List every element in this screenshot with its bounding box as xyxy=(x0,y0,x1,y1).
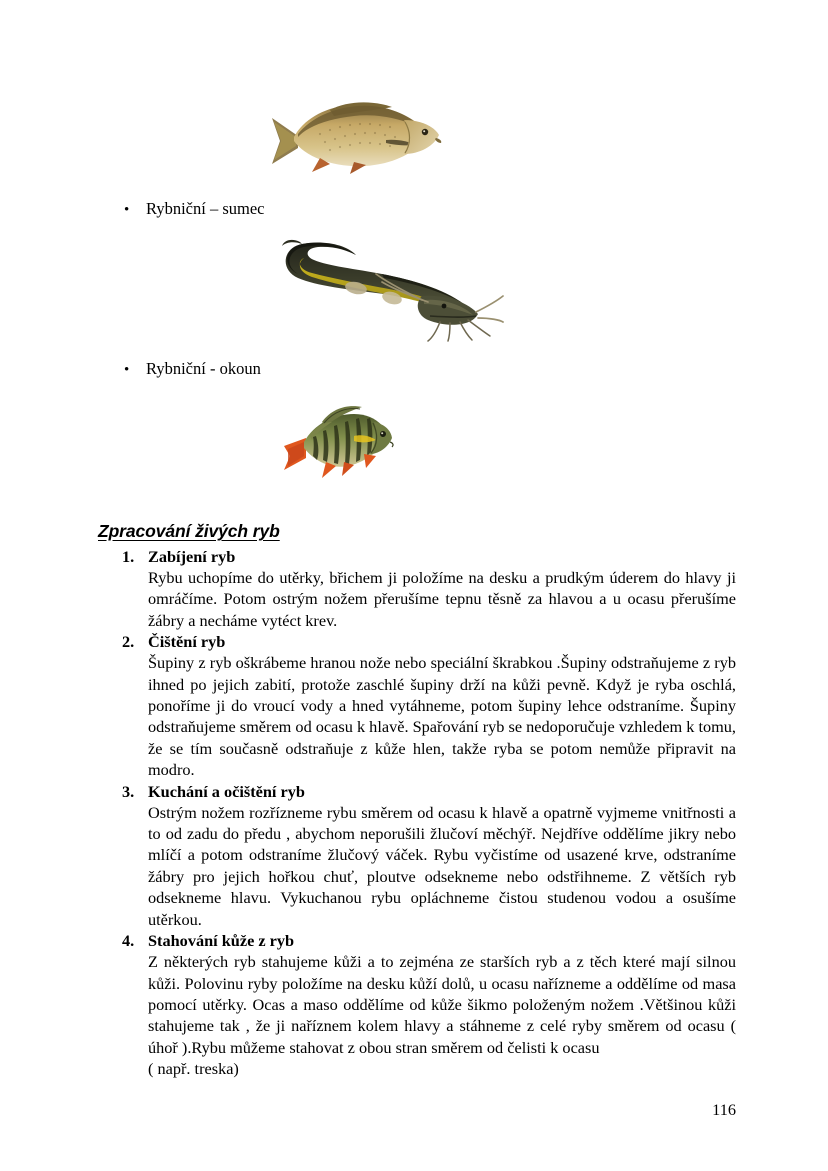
item-number: 3. xyxy=(122,781,135,801)
item-title: Čištění ryb xyxy=(148,632,226,652)
list-item-kuchani-ocisteni-ryb xyxy=(122,781,736,930)
item-heading xyxy=(122,930,736,951)
item-heading xyxy=(122,546,736,567)
numbered-list xyxy=(122,546,736,1080)
page-number: 116 xyxy=(712,1100,736,1119)
item-body: Ostrým nožem rozřízneme rybu směrem od ocasu k hlavě a opatrně vyjmeme vnitřnosti a to od zadu do předu , abychom neporušili žlučoví měchýř. Nejdříve oddělíme jikry nebo mlíčí a potom odstraníme žlučový váček. Rybu vyčistíme od usazené krve, odstraníme žábry pro jejich hořkou chuť, ploutve odsekneme nebo odstřihneme. Z větších ryb odsekneme hlavu. Vykuchanou rybu opláchneme čistou studenou vodou a osušíme utěrkou. xyxy=(148,802,736,929)
list-item-sumec xyxy=(124,199,265,220)
list-item-stahovani-kuze-z-ryb xyxy=(122,930,736,1079)
list-item-cisteni-ryb xyxy=(122,631,736,780)
item-body: Šupiny z ryb oškrábeme hranou nože nebo speciální škrabkou .Šupiny odstraňujeme z ryb ihned po jejich zabití, protože zaschlé šupiny drží na kůži pevně. Když je ryba oschlá, ponoříme ji do vroucí vody a hned vytáhneme, potom šupiny lehce odstraníme. Šupiny odstraňujeme směrem od ocasu k hlavě. Spařování ryb se nedoporučuje vzhledem k tomu, že se tím současně odstraňuje z kůže hlen, takže ryba se potom nemůže připravit na modro. xyxy=(148,653,736,780)
section-heading: Zpracování živých ryb xyxy=(98,521,280,541)
list-item-label: Rybniční - okoun xyxy=(146,359,261,378)
item-heading xyxy=(122,781,736,802)
catfish-photo xyxy=(272,222,504,342)
list-item-label: Rybniční – sumec xyxy=(146,199,265,218)
list-item-okoun xyxy=(124,359,261,380)
item-number: 2. xyxy=(122,632,135,652)
item-title: Kuchání a očištění ryb xyxy=(148,781,305,801)
perch-photo xyxy=(282,396,394,484)
item-title: Stahování kůže z ryb xyxy=(148,931,295,951)
bullet-marker-icon: • xyxy=(124,362,130,378)
carp-photo xyxy=(268,92,444,176)
item-body: Z některých ryb stahujeme kůži a to zejména ze starších ryb a z těch které mají silnou kůži. Polovinu ryby položíme na desku kůží dolů, u ocasu nařízneme a oddělíme od masa pomocí utěrky. Ocas a maso oddělíme od kůže šikmo položeným nožem .Většinou kůži stahujeme tak , že ji naříznem kolem hlavy a stáhneme z celé ryby směrem od ocasu ( úhoř ).Rybu můžeme stahovat z obou stran směrem od čelisti k ocasu xyxy=(148,952,736,1057)
list-item-zabijeni-ryb xyxy=(122,546,736,631)
item-body-tail: ( např. treska) xyxy=(148,1059,239,1079)
item-number: 4. xyxy=(122,931,135,951)
item-body: Rybu uchopíme do utěrky, břichem ji položíme na desku a prudkým úderem do hlavy ji omráčíme. Potom ostrým nožem přerušíme tepnu těsně za hlavou a u ocasu přerušíme žábry a necháme vytéct krev. xyxy=(148,568,736,630)
item-number: 1. xyxy=(122,547,135,566)
bullet-marker-icon: • xyxy=(124,202,130,218)
item-title: Zabíjení ryb xyxy=(148,547,236,566)
item-heading xyxy=(122,631,736,652)
